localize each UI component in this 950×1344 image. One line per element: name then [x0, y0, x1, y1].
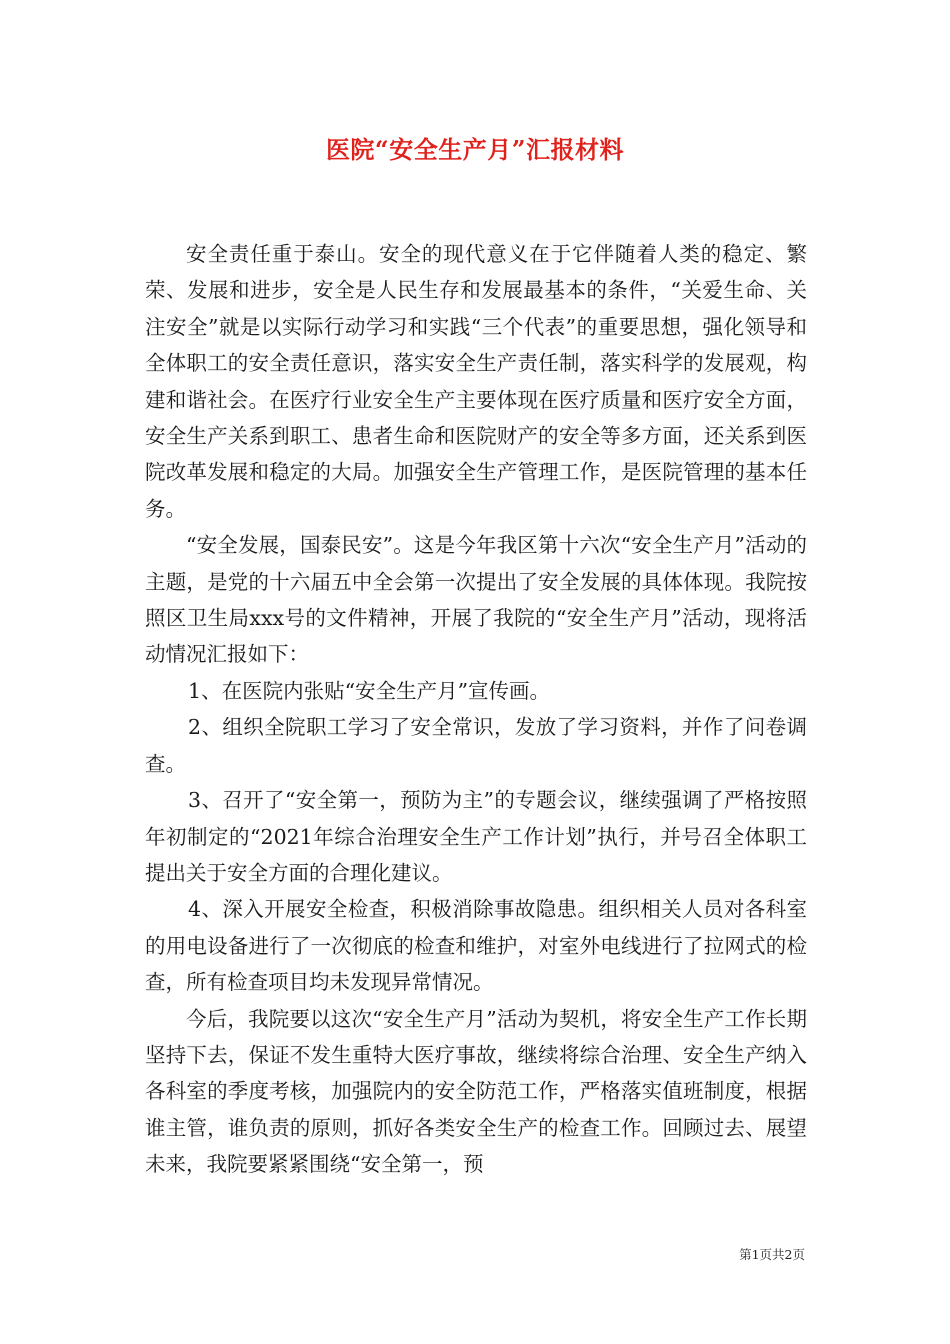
list-item-4: 4、深入开展安全检查，积极消除事故隐患。组织相关人员对各科室的用电设备进行了一次彻底的检查和维护，对室外电线进行了拉网式的检查，所有检查项目均未发现异常情况。	[145, 897, 807, 995]
list-item-1: 1、在医院内张贴“安全生产月”宣传画。	[188, 678, 551, 703]
document-title: 医院“安全生产月”汇报材料	[325, 135, 625, 164]
paragraph-intro: 安全责任重于泰山。安全的现代意义在于它伴随着人类的稳定、繁荣、发展和进步，安全是人民生存和发展最基本的条件，“关爱生命、关注安全”就是以实际行动学习和实践“三个代表”的重要思想，强化领导和全体职工的安全责任意识，落实安全生产责任制，落实科学的发展观，构建和谐社会。在医疗行业安全生产主要体现在医疗质量和医疗安全方面，安全生产关系到职工、患者生命和医院财产的安全等多方面，还关系到医院改革发展和稳定的大局。加强安全生产管理工作，是医院管理的基本任务。	[145, 242, 807, 521]
paragraph-theme: “安全发展，国泰民安”。这是今年我区第十六次“安全生产月”活动的主题，是党的十六届五中全会第一次提出了安全发展的具体体现。我院按照区卫生局xxx号的文件精神，开展了我院的“安全生产月”活动，现将活动情况汇报如下：	[145, 533, 807, 667]
paragraph-conclusion: 今后，我院要以这次“安全生产月”活动为契机，将安全生产工作长期坚持下去，保证不发生重特大医疗事故，继续将综合治理、安全生产纳入各科室的季度考核，加强院内的安全防范工作，严格落实值班制度，根据谁主管，谁负责的原则，抓好各类安全生产的检查工作。回顾过去、展望未来，我院要紧紧围绕“安全第一，预	[145, 1006, 807, 1177]
list-item-2: 2、组织全院职工学习了安全常识，发放了学习资料，并作了问卷调查。	[145, 715, 807, 776]
page-number: 第1页共2页	[739, 1247, 805, 1262]
list-item-3: 3、召开了“安全第一，预防为主”的专题会议，继续强调了严格按照年初制定的“2021年综合治理安全生产工作计划”执行，并号召全体职工提出关于安全方面的合理化建议。	[145, 788, 807, 885]
document-body	[145, 236, 807, 1183]
